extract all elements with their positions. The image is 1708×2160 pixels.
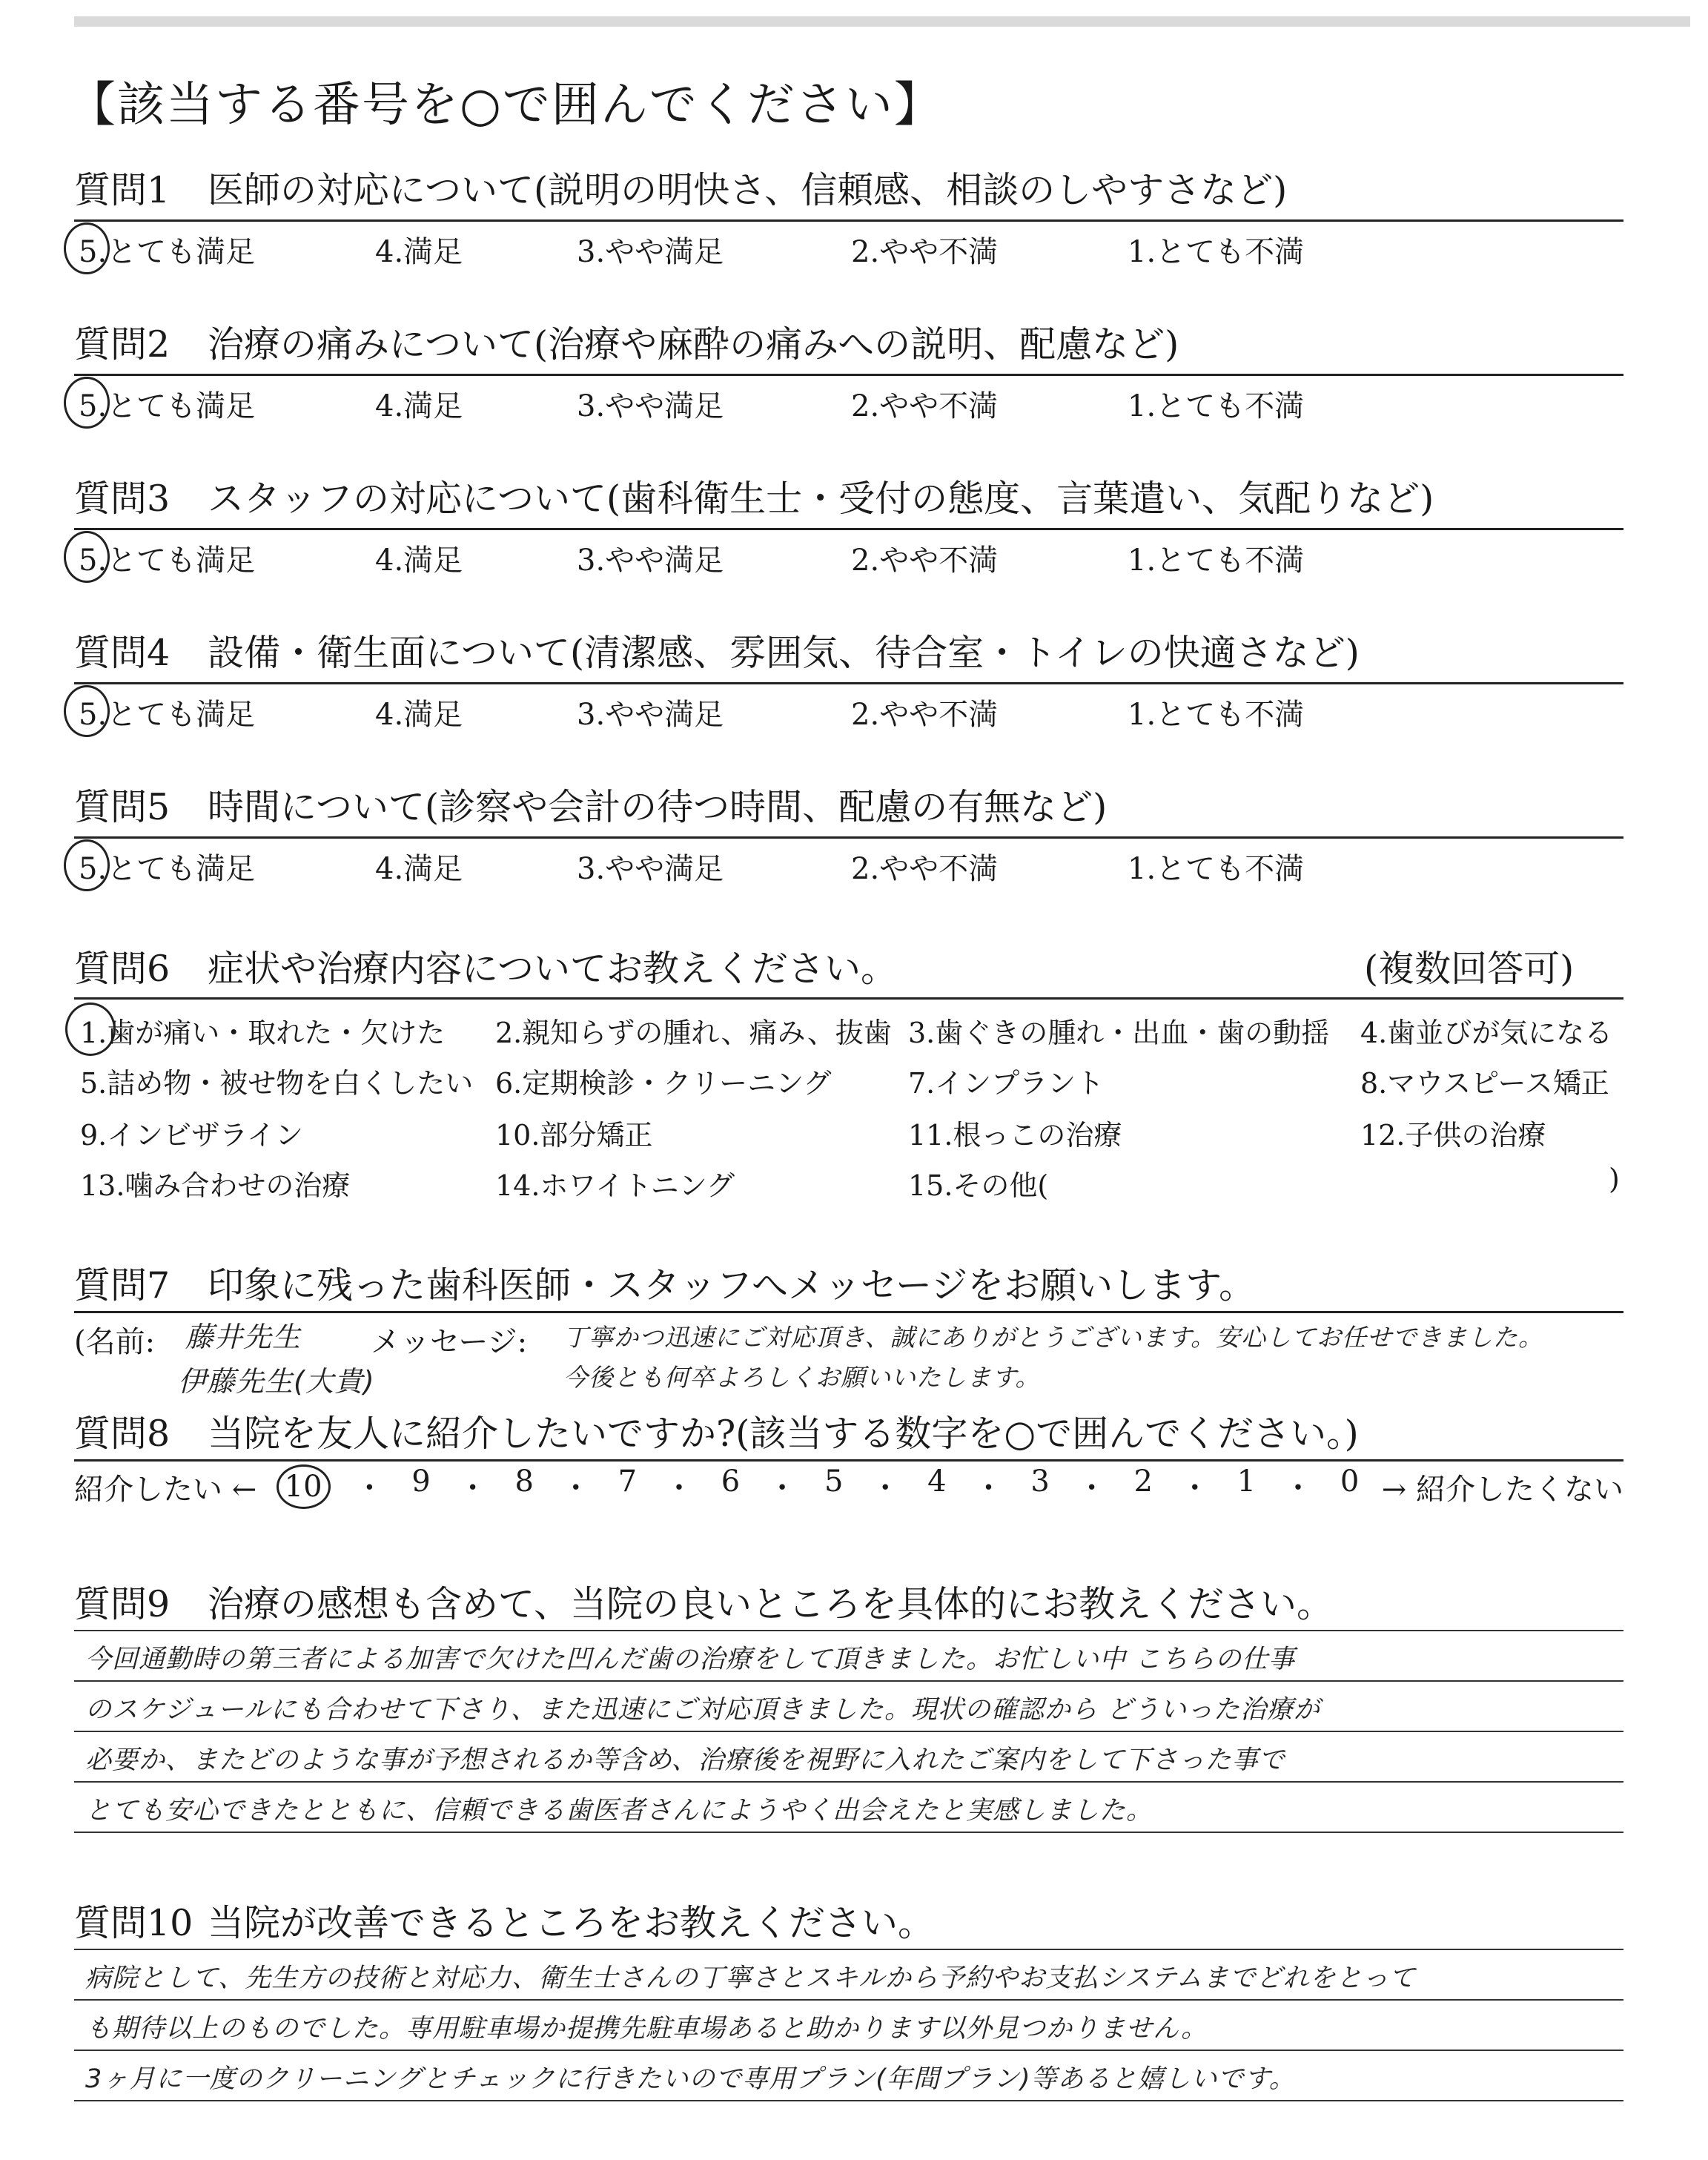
q9-answer-line-4: とても安心できたとともに、信頼できる歯医者さんにようやく出会えたと実感しました。 xyxy=(85,1796,1153,1826)
q9-answer-rule xyxy=(74,1731,1623,1732)
q8-number: 質問8 xyxy=(74,1413,171,1455)
q8-scale-7[interactable]: 7 xyxy=(618,1464,638,1499)
q8-left-label: 紹介したい ← xyxy=(74,1472,257,1507)
q9-answer-rule xyxy=(74,1630,1623,1631)
q10-answer-rule xyxy=(74,1949,1623,1950)
q7-number: 質問7 xyxy=(74,1264,171,1307)
q6-option-4[interactable]: 4.歯並びが気になる xyxy=(1360,1017,1613,1049)
q6-other-close-paren: ) xyxy=(1609,1163,1620,1195)
q6-option-14[interactable]: 14.ホワイトニング xyxy=(495,1169,735,1202)
q4-option-4[interactable]: 4.満足 xyxy=(375,698,463,732)
q4-option-2[interactable]: 2.やや不満 xyxy=(851,698,999,732)
q8-scale-2[interactable]: 2 xyxy=(1133,1464,1153,1499)
q9-answer-line-1: 今回通勤時の第三者による加害で欠けた凹んだ歯の治療をして頂きました。お忙しい中 こちらの仕事 xyxy=(85,1645,1296,1674)
q8-scale-4[interactable]: 4 xyxy=(927,1464,947,1499)
q8-scale-numbers xyxy=(256,1464,1382,1509)
q9-answer-line-3: 必要か、またどのような事が予想されるか等含め、治療後を視野に入れたご案内をして下さった事で xyxy=(85,1745,1285,1775)
q8-scale-separator: ・ xyxy=(354,1471,385,1505)
q4-option-1[interactable]: 1.とても不満 xyxy=(1128,698,1305,732)
q6-title: 症状や治療内容についてお教えください。 xyxy=(208,948,898,990)
q6-option-1[interactable]: 1.歯が痛い・取れた・欠けた xyxy=(80,1017,446,1049)
q8-scale-9[interactable]: 9 xyxy=(411,1464,431,1499)
q10-answer-rule xyxy=(74,2100,1623,2101)
q3-option-2[interactable]: 2.やや不満 xyxy=(851,544,999,578)
q10-number: 質問10 xyxy=(74,1902,193,1944)
q3-option-5[interactable]: 5.とても満足 xyxy=(79,544,256,578)
q7-title-row xyxy=(74,1257,1255,1309)
q8-title: 当院を友人に紹介したいですか?(該当する数字を○で囲んでください。) xyxy=(208,1413,1359,1455)
q4-title-row xyxy=(74,624,1360,676)
q9-answer-rule xyxy=(74,1781,1623,1783)
q9-title-row xyxy=(74,1576,1333,1628)
q4-option-5[interactable]: 5.とても満足 xyxy=(79,698,256,732)
q5-number: 質問5 xyxy=(74,786,171,828)
q6-option-10[interactable]: 10.部分矯正 xyxy=(495,1119,653,1152)
q2-title-row xyxy=(74,316,1179,368)
q8-scale-separator: ・ xyxy=(1076,1471,1107,1505)
q8-rule xyxy=(74,1459,1623,1462)
q6-option-11[interactable]: 11.根っこの治療 xyxy=(908,1119,1122,1152)
q8-right-label: → 紹介したくない xyxy=(1381,1472,1623,1507)
q2-option-1[interactable]: 1.とても不満 xyxy=(1128,389,1305,423)
q10-answer-rule xyxy=(74,2050,1623,2051)
q1-option-4[interactable]: 4.満足 xyxy=(375,235,463,269)
q7-name-label: (名前: xyxy=(74,1325,156,1359)
q1-rule xyxy=(74,219,1623,222)
q6-option-5[interactable]: 5.詰め物・被せ物を白くしたい xyxy=(80,1067,474,1100)
q6-option-7[interactable]: 7.インプラント xyxy=(908,1067,1105,1100)
q7-message-line-1: 丁寧かつ迅速にご対応頂き、誠にありがとうございます。安心してお任せできました。 xyxy=(563,1323,1544,1352)
q5-option-4[interactable]: 4.満足 xyxy=(375,852,463,886)
q9-number: 質問9 xyxy=(74,1583,171,1625)
q10-answer-line-2: も期待以上のものでした。専用駐車場か提携先駐車場あると助かります以外見つかりません。 xyxy=(85,2014,1208,2044)
q7-message-line-2: 今後とも何卒よろしくお願いいたします。 xyxy=(563,1363,1041,1392)
q7-message-label: メッセージ: xyxy=(371,1325,528,1359)
q6-option-6[interactable]: 6.定期検診・クリーニング xyxy=(495,1067,832,1100)
q10-answer-line-3: 3ヶ月に一度のクリーニングとチェックに行きたいので専用プラン(年間プラン)等あると嬉しいです。 xyxy=(85,2064,1296,2094)
q2-title: 治療の痛みについて(治療や麻酔の痛みへの説明、配慮など) xyxy=(208,323,1179,366)
q1-title-row xyxy=(74,162,1287,214)
q8-scale-separator: ・ xyxy=(1282,1471,1313,1505)
q10-answer-rule xyxy=(74,1999,1623,2001)
q5-option-1[interactable]: 1.とても不満 xyxy=(1128,852,1305,886)
q6-title-row xyxy=(74,940,897,992)
q2-option-2[interactable]: 2.やや不満 xyxy=(851,389,999,423)
q6-option-13[interactable]: 13.噛み合わせの治療 xyxy=(80,1169,351,1202)
q3-title-row xyxy=(74,470,1434,522)
q7-name-2: 伊藤先生(大貴) xyxy=(178,1365,375,1398)
q2-option-5[interactable]: 5.とても満足 xyxy=(79,389,256,423)
q2-selection-circle xyxy=(64,377,110,429)
q5-selection-circle xyxy=(64,839,110,891)
q6-number: 質問6 xyxy=(74,948,171,990)
q10-title-row xyxy=(74,1895,934,1946)
q3-title: スタッフの対応について(歯科衛生士・受付の態度、言葉遣い、気配りなど) xyxy=(208,478,1434,520)
q3-rule xyxy=(74,528,1623,530)
q9-title: 治療の感想も含めて、当院の良いところを具体的にお教えください。 xyxy=(208,1583,1334,1625)
q5-rule xyxy=(74,836,1623,839)
q5-option-2[interactable]: 2.やや不満 xyxy=(851,852,999,886)
q8-scale-6[interactable]: 6 xyxy=(721,1464,741,1499)
q7-name-1: 藤井先生 xyxy=(185,1321,302,1353)
q10-title: 当院が改善できるところをお教えください。 xyxy=(208,1902,935,1944)
q4-number: 質問4 xyxy=(74,632,171,674)
q4-title: 設備・衛生面について(清潔感、雰囲気、待合室・トイレの快適さなど) xyxy=(208,632,1360,674)
q2-rule xyxy=(74,374,1623,376)
q1-option-3[interactable]: 3.やや満足 xyxy=(577,235,724,269)
q2-option-4[interactable]: 4.満足 xyxy=(375,389,463,423)
q6-rule xyxy=(74,997,1623,1000)
q8-scale-separator: ・ xyxy=(973,1471,1004,1505)
q8-scale-0[interactable]: 0 xyxy=(1340,1464,1360,1499)
q8-scale-separator: ・ xyxy=(870,1471,901,1505)
q1-title: 医師の対応について(説明の明快さ、信頼感、相談のしやすさなど) xyxy=(208,169,1288,211)
q6-option-12[interactable]: 12.子供の治療 xyxy=(1360,1119,1546,1152)
q9-answer-line-2: のスケジュールにも合わせて下さり、また迅速にご対応頂きました。現状の確認から どういった治療が xyxy=(85,1695,1321,1725)
q6-option-2[interactable]: 2.親知らずの腫れ、痛み、抜歯 xyxy=(495,1017,892,1049)
q1-selection-circle xyxy=(64,222,110,274)
q3-selection-circle xyxy=(64,531,110,583)
q2-option-3[interactable]: 3.やや満足 xyxy=(577,389,724,423)
q8-scale-10[interactable]: 10 xyxy=(277,1464,331,1509)
q4-selection-circle xyxy=(64,685,110,737)
q8-scale-8[interactable]: 8 xyxy=(514,1464,534,1499)
q8-scale-separator: ・ xyxy=(663,1471,694,1505)
q6-option-3[interactable]: 3.歯ぐきの腫れ・出血・歯の動揺 xyxy=(908,1017,1330,1049)
q1-option-5[interactable]: 5.とても満足 xyxy=(79,235,256,269)
q10-answer-line-1: 病院として、先生方の技術と対応力、衛生士さんの丁寧さとスキルから予約やお支払システムまでどれをとって xyxy=(85,1964,1416,1993)
q6-option-8[interactable]: 8.マウスピース矯正 xyxy=(1360,1067,1609,1100)
q3-option-3[interactable]: 3.やや満足 xyxy=(577,544,724,578)
q4-rule xyxy=(74,682,1623,684)
q7-rule xyxy=(74,1311,1623,1313)
q3-number: 質問3 xyxy=(74,478,171,520)
q5-title-row xyxy=(74,779,1107,830)
q6-option-15[interactable]: 15.その他( xyxy=(908,1169,1049,1202)
q8-scale-1[interactable]: 1 xyxy=(1237,1464,1257,1499)
q8-scale-separator: ・ xyxy=(767,1471,798,1505)
q5-title: 時間について(診察や会計の待つ時間、配慮の有無など) xyxy=(208,786,1108,828)
q8-scale xyxy=(74,1464,1623,1509)
q4-option-3[interactable]: 3.やや満足 xyxy=(577,698,724,732)
scan-edge-bar xyxy=(74,16,1690,27)
q3-option-1[interactable]: 1.とても不満 xyxy=(1128,544,1305,578)
q8-scale-separator: ・ xyxy=(457,1471,488,1505)
q2-number: 質問2 xyxy=(74,323,171,366)
q9-answer-rule xyxy=(74,1680,1623,1682)
q6-multiple-note: (複数回答可) xyxy=(1364,948,1575,990)
q7-title: 印象に残った歯科医師・スタッフへメッセージをお願いします。 xyxy=(208,1264,1256,1307)
q1-option-1[interactable]: 1.とても不満 xyxy=(1128,235,1305,269)
q5-option-3[interactable]: 3.やや満足 xyxy=(577,852,724,886)
q8-scale-separator: ・ xyxy=(1179,1471,1210,1505)
q8-scale-separator: ・ xyxy=(560,1471,591,1505)
q8-scale-3[interactable]: 3 xyxy=(1030,1464,1050,1499)
instructions-header: 【該当する番号を○で囲んでください】 xyxy=(68,78,943,133)
q3-option-4[interactable]: 4.満足 xyxy=(375,544,463,578)
q6-option-9[interactable]: 9.インビザライン xyxy=(80,1119,304,1152)
q5-option-5[interactable]: 5.とても満足 xyxy=(79,852,256,886)
q1-number: 質問1 xyxy=(74,169,171,211)
q8-title-row xyxy=(74,1405,1359,1457)
q9-answer-rule xyxy=(74,1832,1623,1833)
q8-scale-5[interactable]: 5 xyxy=(824,1464,844,1499)
q1-option-2[interactable]: 2.やや不満 xyxy=(851,235,999,269)
